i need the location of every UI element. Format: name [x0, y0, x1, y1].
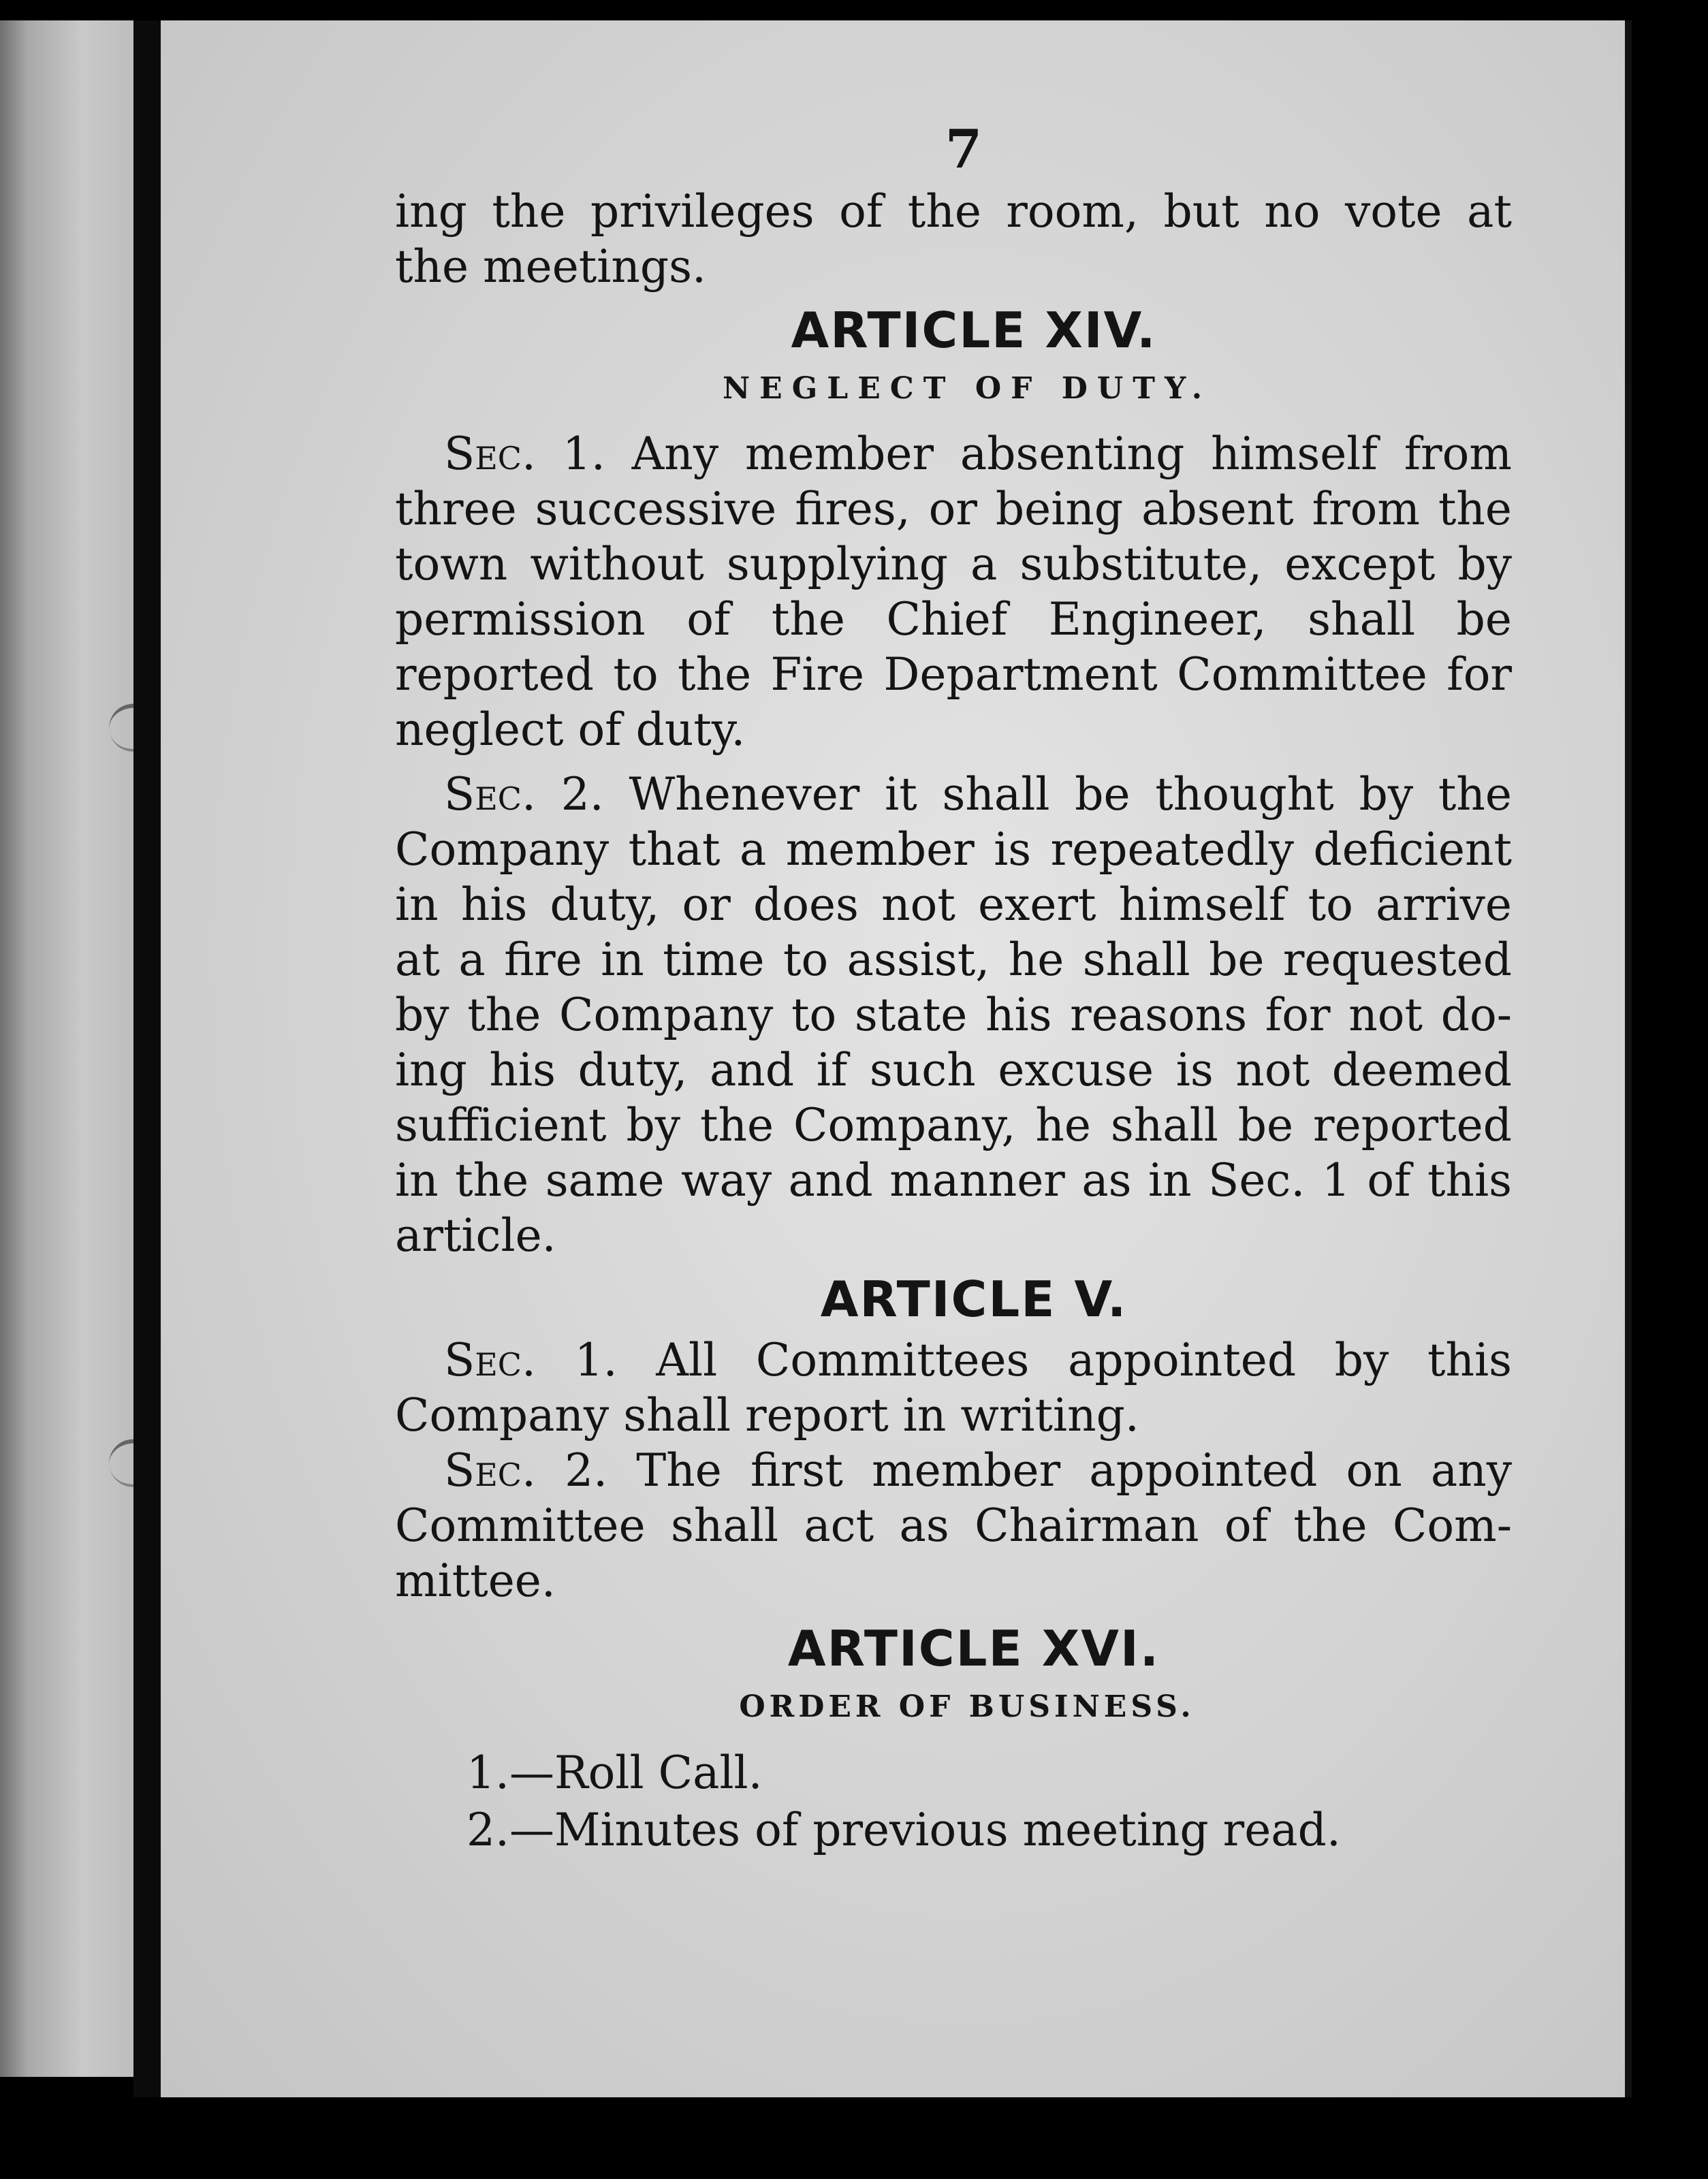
- text-line: [395, 426, 1512, 481]
- text-line: at a fire in time to assist, he shall be requested: [395, 934, 1512, 986]
- section-label: Sec.: [444, 1334, 536, 1386]
- text-line: mittee.: [395, 1555, 556, 1607]
- list-item: 1.—Roll Call.: [466, 1747, 763, 1799]
- text-line-rest: 2. Whenever it shall be thought by the: [535, 768, 1512, 821]
- page-text: [395, 116, 1512, 1859]
- text-line: Company that a member is repeatedly deficient: [395, 823, 1512, 876]
- intro-paragraph: [395, 184, 1512, 294]
- section-label: Sec.: [444, 1444, 536, 1497]
- text-line: sufficient by the Company, he shall be reported: [395, 1099, 1512, 1151]
- article-xiv-sec2: [395, 767, 1512, 1263]
- text-line: reported to the Fire Department Committee for: [395, 648, 1512, 701]
- text-line: [395, 767, 1512, 822]
- list-item: 2.—Minutes of previous meeting read.: [466, 1804, 1341, 1856]
- book-spine: [133, 20, 161, 2097]
- text-line: three successive fires, or being absent from the: [395, 483, 1512, 535]
- text-line: in his duty, or does not exert himself to arrive: [395, 878, 1512, 931]
- article-xiv-subheading: NEGLECT OF DUTY.: [722, 371, 1212, 406]
- text-line-rest: 1. Any member absenting himself from: [535, 428, 1512, 480]
- article-xiv-heading: ARTICLE XIV.: [791, 302, 1157, 359]
- text-line: ing the privileges of the room, but no vote at: [395, 185, 1512, 238]
- text-line-rest: 1. All Committees appointed by this: [535, 1334, 1512, 1386]
- article-v-sec1: [395, 1333, 1512, 1443]
- facing-page-edge: [0, 20, 136, 2077]
- text-line: article.: [395, 1209, 556, 1262]
- text-line: [395, 1443, 1512, 1498]
- section-label: Sec.: [444, 428, 536, 480]
- article-xvi-heading: ARTICLE XVI.: [787, 1620, 1160, 1677]
- text-line: in the same way and manner as in Sec. 1 of this: [395, 1154, 1512, 1207]
- text-line: by the Company to state his reasons for not do-: [395, 989, 1512, 1041]
- article-v-sec2: [395, 1443, 1512, 1608]
- text-line-rest: 2. The first member appointed on any: [535, 1444, 1512, 1497]
- section-label: Sec.: [444, 768, 536, 821]
- text-line: [395, 1333, 1512, 1388]
- article-xiv-sec1: [395, 426, 1512, 757]
- text-line: town without supplying a substitute, except by: [395, 538, 1512, 590]
- text-line: the meetings.: [395, 240, 707, 293]
- text-line: Committee shall act as Chairman of the Com-: [395, 1499, 1512, 1552]
- article-v-heading: ARTICLE V.: [820, 1271, 1128, 1328]
- page-number: 7: [945, 118, 983, 180]
- text-line: Company shall report in writing.: [395, 1389, 1139, 1442]
- text-line: permission of the Chief Engineer, shall be: [395, 593, 1512, 646]
- article-xvi-subheading: ORDER OF BUSINESS.: [739, 1689, 1195, 1724]
- text-line: neglect of duty.: [395, 703, 746, 756]
- text-line: ing his duty, and if such excuse is not deemed: [395, 1044, 1512, 1096]
